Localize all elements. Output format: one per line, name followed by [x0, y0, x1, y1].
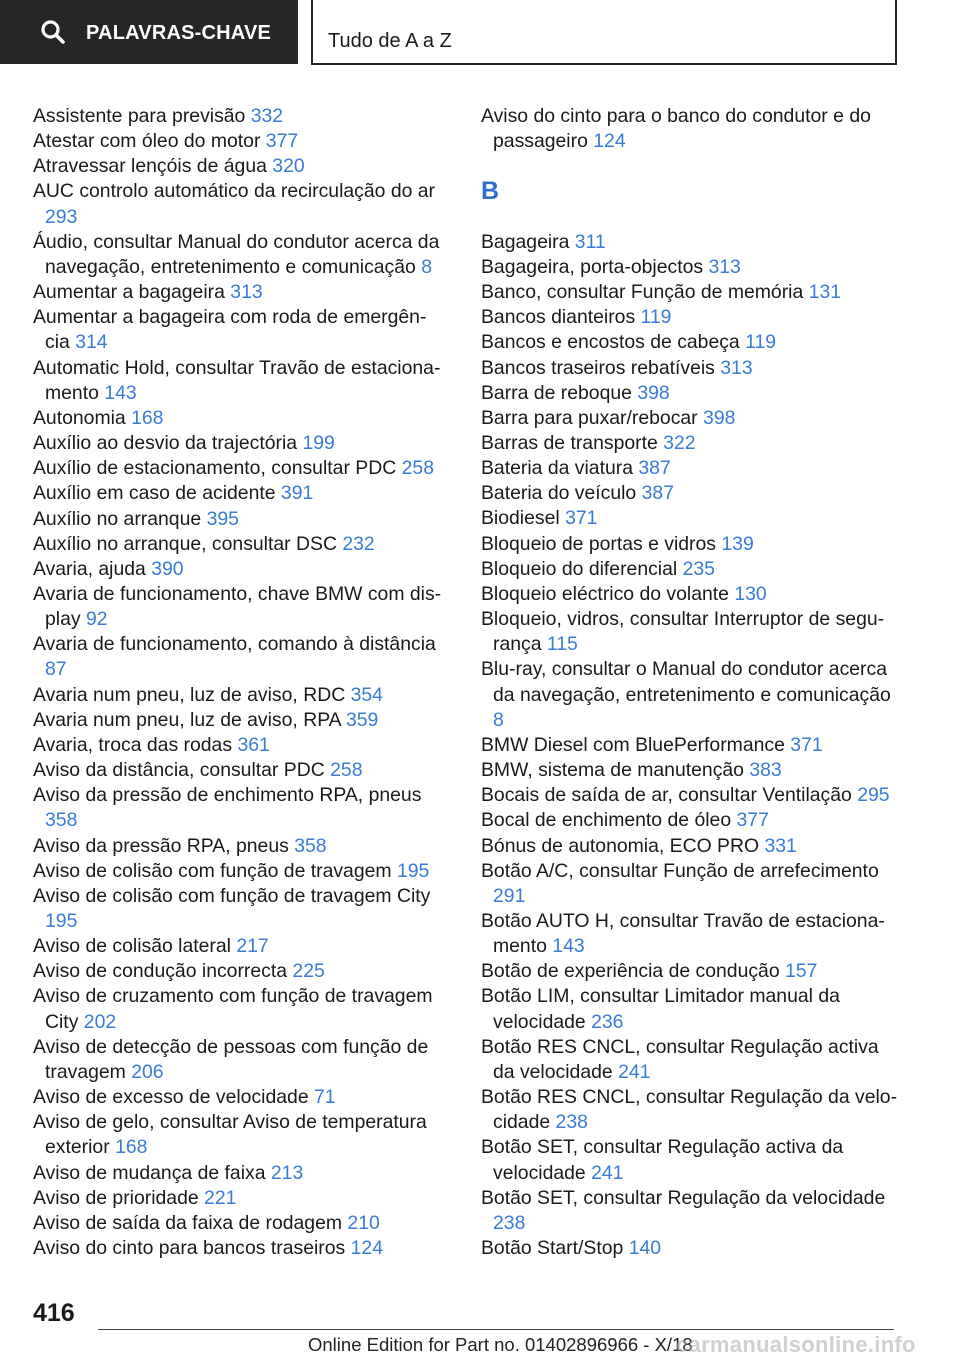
entry-text: Bloqueio de portas e vidros: [481, 532, 716, 555]
entry-text: Barra para puxar/rebocar: [481, 406, 698, 429]
page-reference-link[interactable]: 395: [206, 507, 239, 530]
index-entry: [481, 104, 901, 154]
page-reference-link[interactable]: 8: [421, 255, 433, 278]
page-reference-link[interactable]: 87: [45, 658, 67, 681]
entry-text: Aviso de colisão com função de travagem City: [33, 884, 431, 907]
index-entry: [481, 506, 901, 531]
index-entry: [481, 330, 901, 355]
entry-text: Botão de experiência de condução: [481, 960, 780, 983]
entry-text: Aviso de colisão lateral: [33, 935, 231, 958]
entry-text: Assistente para previsão: [33, 105, 246, 127]
index-entry: [33, 129, 443, 154]
page-reference-link[interactable]: 371: [790, 733, 823, 756]
section-letter: B: [481, 177, 500, 206]
keywords-tab[interactable]: [0, 0, 298, 64]
page-reference-link[interactable]: 311: [574, 230, 606, 253]
index-entry: [481, 1236, 901, 1261]
index-entry: [481, 280, 901, 305]
entry-text: Aviso de colisão com função de travagem: [33, 859, 392, 882]
page-reference-link[interactable]: 213: [270, 1161, 304, 1184]
entry-text: BMW, sistema de manutenção: [481, 759, 744, 782]
page-reference-link[interactable]: 168: [131, 406, 164, 429]
index-entry: [481, 1085, 901, 1135]
page-reference-link[interactable]: 313: [230, 281, 263, 304]
index-entry: [481, 305, 901, 330]
entry-text: Aviso de prioridade: [33, 1186, 199, 1209]
index-entry: [481, 582, 901, 607]
page-reference-link[interactable]: 124: [593, 130, 626, 153]
page-reference-link[interactable]: 361: [237, 733, 270, 756]
index-entry: [33, 507, 443, 532]
entry-text: Barras de transporte: [481, 432, 658, 454]
index-entry: [481, 557, 901, 582]
page-reference-link[interactable]: 168: [115, 1136, 148, 1159]
page-reference-link[interactable]: 320: [272, 155, 305, 178]
index-entry: [481, 406, 901, 431]
entry-text: Avaria, troca das rodas: [33, 733, 233, 756]
index-entry: [33, 1035, 443, 1085]
index-entry: [481, 909, 901, 959]
index-entry: [33, 758, 443, 783]
entry-text: Biodiesel: [481, 507, 560, 530]
entry-text: Bloqueio do diferencial: [481, 557, 678, 580]
entry-text: Bateria da viatura: [481, 457, 633, 480]
page-reference-link[interactable]: 314: [75, 331, 108, 354]
index-entry: [481, 431, 901, 456]
index-entry: [33, 582, 443, 632]
entry-text: Auxílio em caso de acidente: [33, 482, 276, 505]
page-reference-link[interactable]: 157: [785, 960, 818, 983]
entry-text: Botão A/C, consultar Função de arrefecimento: [481, 859, 879, 882]
index-entry: [33, 179, 443, 229]
page-reference-link[interactable]: 354: [350, 683, 383, 706]
page-reference-link[interactable]: 225: [292, 960, 325, 983]
page-reference-link[interactable]: 199: [302, 432, 335, 455]
index-entry: [33, 1211, 443, 1236]
entry-text: Aviso da pressão de enchimento RPA, pneus: [33, 784, 422, 807]
entry-text: Aviso de gelo, consultar Aviso de temperatura exterior: [33, 1111, 427, 1159]
page-reference-link[interactable]: 143: [552, 935, 585, 958]
page-reference-link[interactable]: 258: [330, 759, 363, 782]
entry-text: Aviso da distância, consultar PDC: [33, 759, 325, 782]
index-entry: [481, 758, 901, 783]
page-reference-link[interactable]: 387: [638, 457, 671, 480]
entry-text: Botão RES CNCL, consultar Regulação activa da velocidade: [481, 1035, 879, 1083]
entry-text: Auxílio no arranque, consultar DSC: [33, 532, 337, 555]
entry-text: Bancos traseiros rebatíveis: [481, 356, 715, 379]
entry-text: Bagageira: [481, 230, 570, 253]
page-reference-link[interactable]: 291: [493, 884, 526, 907]
page-reference-link[interactable]: 119: [745, 331, 777, 354]
index-entry: [33, 1236, 443, 1261]
page-reference-link[interactable]: 217: [236, 935, 269, 958]
page-reference-link[interactable]: 241: [591, 1161, 624, 1184]
entry-text: Botão SET, consultar Regulação activa da velocidade: [481, 1136, 844, 1184]
page-reference-link[interactable]: 232: [342, 532, 375, 555]
page-reference-link[interactable]: 313: [720, 356, 753, 379]
index-entry: [33, 481, 443, 506]
index-entry: [481, 1135, 901, 1185]
entry-text: AUC controlo automático da recirculação do ar: [33, 180, 436, 203]
keywords-tab-label: PALAVRAS-CHAVE: [86, 22, 272, 44]
index-entry: [33, 1085, 443, 1110]
page-reference-link[interactable]: 390: [151, 557, 184, 580]
index-column-right: [481, 104, 901, 1261]
page-reference-link[interactable]: 195: [396, 859, 430, 882]
index-entry: [33, 154, 443, 179]
page-reference-link[interactable]: 377: [736, 809, 769, 832]
index-entry: [33, 280, 443, 305]
index-entry: [33, 959, 443, 984]
entry-text: Áudio, consultar Manual do condutor acerca da navegação, entretenimento e comunicação: [33, 230, 440, 278]
page-reference-link[interactable]: 387: [641, 482, 674, 505]
page-reference-link[interactable]: 139: [721, 532, 754, 555]
entry-text: Blu-ray, consultar o Manual do condutor acerca da navegação, entretenimento e comunicação: [481, 658, 891, 706]
page-reference-link[interactable]: 140: [628, 1237, 662, 1259]
entry-text: Aviso de saída da faixa de rodagem: [33, 1211, 343, 1234]
index-entry: [33, 456, 443, 481]
entry-text: Avaria de funcionamento, comando à distância: [33, 633, 436, 656]
index-entry: [33, 431, 443, 456]
entry-text: Avaria de funcionamento, chave BMW com display: [33, 582, 442, 631]
page-reference-link[interactable]: 238: [493, 1211, 526, 1234]
index-entry: [481, 356, 901, 381]
entry-text: Aviso do cinto para o banco do condutor e do passageiro: [481, 105, 871, 153]
watermark-logo: carmanualsonline.info: [676, 1332, 916, 1357]
page-reference-link[interactable]: 358: [45, 809, 78, 832]
page-reference-link[interactable]: 124: [350, 1237, 383, 1260]
entry-text: Botão Start/Stop: [481, 1237, 624, 1259]
entry-text: Botão RES CNCL, consultar Regulação da velocidade: [481, 1086, 898, 1134]
index-entry: [33, 230, 443, 280]
entry-text: Autonomia: [33, 406, 126, 429]
entry-text: Bloqueio eléctrico do volante: [481, 582, 729, 605]
entry-text: Botão LIM, consultar Limitador manual da velocidade: [481, 985, 840, 1033]
index-entry: [33, 733, 443, 758]
entry-text: Auxílio ao desvio da trajectória: [33, 432, 298, 455]
entry-text: Botão AUTO H, consultar Travão de estacionamento: [481, 909, 885, 958]
entry-text: Bancos e encostos de cabeça: [481, 331, 740, 354]
index-entry: [33, 834, 443, 859]
index-entry: [33, 1186, 443, 1211]
entry-text: Bagageira, porta-objectos: [481, 255, 704, 278]
index-entry: [33, 305, 443, 355]
page-reference-link[interactable]: 371: [565, 507, 598, 530]
page-reference-link[interactable]: 238: [555, 1111, 588, 1134]
index-entry: [33, 532, 443, 557]
entry-text: BMW Diesel com BluePerformance: [481, 733, 785, 756]
page-reference-link[interactable]: 391: [280, 482, 314, 505]
entry-text: Auxílio no arranque: [33, 507, 202, 530]
search-icon: [40, 19, 66, 45]
page-reference-link[interactable]: 331: [764, 834, 797, 857]
index-entry: [33, 783, 443, 833]
index-entry: [481, 808, 901, 833]
footer-divider: [98, 1329, 894, 1330]
index-entry: [481, 959, 901, 984]
a-to-z-tab[interactable]: [311, 0, 897, 65]
page-reference-link[interactable]: 8: [493, 708, 504, 731]
entry-text: Botão SET, consultar Regulação da velocidade: [481, 1186, 886, 1209]
index-entry: [33, 557, 443, 582]
page-reference-link[interactable]: 143: [104, 381, 137, 404]
entry-text: Aviso de excesso de velocidade: [33, 1086, 309, 1109]
index-entry: [481, 1035, 901, 1085]
entry-text: Aumentar a bagageira com roda de emergência: [33, 306, 427, 354]
index-entry: [481, 1186, 901, 1236]
index-entry: [33, 884, 443, 934]
page-reference-link[interactable]: 130: [734, 582, 767, 605]
page-reference-link[interactable]: 332: [250, 105, 284, 127]
page-reference-link[interactable]: 202: [83, 1010, 117, 1033]
page-reference-link[interactable]: 119: [640, 306, 672, 329]
entry-text: Bancos dianteiros: [481, 306, 636, 329]
index-entry: [33, 632, 443, 682]
index-entry: [33, 1161, 443, 1186]
index-entry: [481, 381, 901, 406]
entry-text: Aviso de mudança de faixa: [33, 1161, 266, 1184]
page-reference-link[interactable]: 115: [546, 633, 578, 656]
entry-text: Barra de reboque: [481, 381, 632, 404]
entry-text: Bocais de saída de ar, consultar Ventilação: [481, 784, 852, 807]
edition-text: Online Edition for Part no. 01402896966 - X/18: [308, 1334, 693, 1355]
page-reference-link[interactable]: 241: [618, 1060, 651, 1083]
index-entry: [33, 683, 443, 708]
page-reference-link[interactable]: 398: [703, 406, 736, 429]
page-reference-link[interactable]: 131: [808, 281, 842, 304]
page-reference-link[interactable]: 313: [708, 255, 741, 278]
entry-text: Atravessar lençóis de água: [33, 155, 267, 178]
page-reference-link[interactable]: 383: [749, 759, 782, 782]
entry-text: Auxílio de estacionamento, consultar PDC: [33, 457, 397, 480]
index-entry: [481, 859, 901, 909]
page-reference-link[interactable]: 359: [345, 708, 379, 731]
index-entry: [481, 456, 901, 481]
index-entry: [481, 783, 901, 808]
entry-text: Aviso de cruzamento com função de travagem City: [33, 985, 433, 1033]
index-entry: [481, 230, 901, 255]
page-reference-link[interactable]: 377: [265, 130, 299, 153]
page-reference-link[interactable]: 195: [45, 910, 78, 932]
entry-text: Atestar com óleo do motor: [33, 130, 261, 153]
index-entry: [33, 1110, 443, 1160]
page-reference-link[interactable]: 295: [857, 784, 890, 807]
index-entry: [481, 255, 901, 280]
index-column-left: [33, 104, 443, 1261]
index-entry: [481, 532, 901, 557]
index-entry: [481, 984, 901, 1034]
entry-text: Avaria num pneu, luz de aviso, RPA: [33, 708, 341, 731]
entry-text: Aviso de detecção de pessoas com função de travagem: [33, 1035, 429, 1083]
index-entry: [481, 733, 901, 758]
page-reference-link[interactable]: 322: [663, 432, 696, 454]
page-number: 416: [33, 1299, 75, 1327]
page-reference-link[interactable]: 236: [591, 1010, 624, 1033]
index-entry: [33, 859, 443, 884]
page-reference-link[interactable]: 358: [294, 834, 327, 857]
entry-text: Avaria num pneu, luz de aviso, RDC: [33, 683, 346, 706]
page-reference-link[interactable]: 92: [85, 608, 108, 631]
page-reference-link[interactable]: 206: [131, 1060, 164, 1083]
index-entry: [33, 984, 443, 1034]
entry-text: Bloqueio, vidros, consultar Interruptor de segurança: [481, 608, 885, 656]
entry-text: Banco, consultar Função de memória: [481, 281, 804, 304]
page-reference-link[interactable]: 235: [682, 557, 715, 580]
entry-text: Aumentar a bagageira: [33, 281, 225, 304]
index-entry: [481, 657, 901, 732]
entry-text: Automatic Hold, consultar Travão de estacionamento: [33, 356, 441, 404]
index-entry: [481, 607, 901, 657]
index-entry: [481, 834, 901, 859]
entry-text: Avaria, ajuda: [33, 557, 146, 580]
entry-text: Bateria do veículo: [481, 482, 637, 505]
page-reference-link[interactable]: 398: [637, 381, 670, 404]
index-entry: [33, 934, 443, 959]
entry-text: Aviso de condução incorrecta: [33, 960, 288, 983]
index-entry: [33, 104, 443, 129]
a-to-z-tab-label: Tudo de A a Z: [328, 30, 452, 52]
index-entry: [33, 406, 443, 431]
page-reference-link[interactable]: 258: [401, 457, 434, 480]
entry-text: Bónus de autonomia, ECO PRO: [481, 834, 760, 857]
page-reference-link[interactable]: 71: [314, 1086, 336, 1109]
page-reference-link[interactable]: 221: [204, 1186, 237, 1209]
top-navigation: [0, 0, 960, 66]
page-reference-link[interactable]: 210: [347, 1211, 380, 1234]
index-entry: [481, 481, 901, 506]
entry-text: Aviso da pressão RPA, pneus: [33, 834, 289, 857]
index-entry: [33, 708, 443, 733]
entry-text: Bocal de enchimento de óleo: [481, 809, 732, 832]
page-reference-link[interactable]: 293: [45, 205, 78, 228]
entry-text: Aviso do cinto para bancos traseiros: [33, 1237, 346, 1260]
index-entry: [33, 356, 443, 406]
